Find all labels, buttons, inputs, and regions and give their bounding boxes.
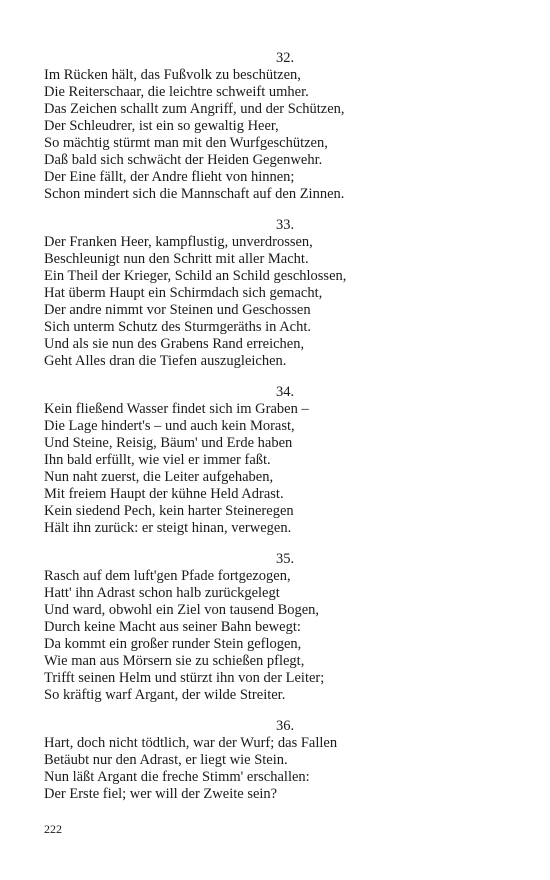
verse-line: Der Erste fiel; wer will der Zweite sein? <box>44 786 278 802</box>
verse-line: Schon mindert sich die Mannschaft auf den Zinnen. <box>44 186 345 202</box>
stanza-number: 34. <box>275 384 295 400</box>
stanza-34 <box>44 384 514 537</box>
verse-line: Die Reiterschaar, die leichtre schweift umher. <box>44 84 309 100</box>
verse-line: Hat überm Haupt ein Schirmdach sich gemacht, <box>44 285 323 301</box>
verse-line: Kein fließend Wasser findet sich im Graben – <box>44 401 309 417</box>
verse-line: Nun naht zuerst, die Leiter aufgehaben, <box>44 469 274 485</box>
verse-line: Rasch auf dem luft'gen Pfade fortgezogen, <box>44 568 291 584</box>
stanza-number: 32. <box>275 50 295 66</box>
verse-line: Das Zeichen schallt zum Angriff, und der Schützen, <box>44 101 345 117</box>
stanza-number: 35. <box>275 551 295 567</box>
verse-line: Der Schleudrer, ist ein so gewaltig Heer, <box>44 118 279 134</box>
verse-line: Und Steine, Reisig, Bäum' und Erde haben <box>44 435 293 451</box>
stanza-number: 36. <box>275 718 295 734</box>
stanza-32 <box>44 50 514 203</box>
verse-line: Trifft seinen Helm und stürzt ihn von der Leiter; <box>44 670 325 686</box>
stanza-number: 33. <box>275 217 295 233</box>
verse-line: Betäubt nur den Adrast, er liegt wie Stein. <box>44 752 288 768</box>
verse-line: Und ward, obwohl ein Ziel von tausend Bogen, <box>44 602 320 618</box>
verse-line: Kein siedend Pech, kein harter Steineregen <box>44 503 294 519</box>
stanza-35 <box>44 551 514 704</box>
verse-line: Im Rücken hält, das Fußvolk zu beschützen, <box>44 67 301 83</box>
verse-line: Der andre nimmt vor Steinen und Geschossen <box>44 302 311 318</box>
verse-line: Durch keine Macht aus seiner Bahn bewegt: <box>44 619 301 635</box>
verse-line: Wie man aus Mörsern sie zu schießen pflegt, <box>44 653 305 669</box>
verse-line: Der Eine fällt, der Andre flieht von hinnen; <box>44 169 295 185</box>
verse-line: Und als sie nun des Grabens Rand erreichen, <box>44 336 305 352</box>
verse-line: Sich unterm Schutz des Sturmgeräths in Acht. <box>44 319 312 335</box>
verse-line: Der Franken Heer, kampflustig, unverdrossen, <box>44 234 313 250</box>
verse-line: Die Lage hindert's – und auch kein Morast, <box>44 418 295 434</box>
poem-text <box>44 50 514 817</box>
verse-line: Mit freiem Haupt der kühne Held Adrast. <box>44 486 284 502</box>
verse-line: Daß bald sich schwächt der Heiden Gegenwehr. <box>44 152 323 168</box>
verse-line: Da kommt ein großer runder Stein geflogen, <box>44 636 302 652</box>
verse-line: Hält ihn zurück: er steigt hinan, verwegen. <box>44 520 292 536</box>
verse-line: Nun läßt Argant die freche Stimm' erschallen: <box>44 769 310 785</box>
stanza-33 <box>44 217 514 370</box>
verse-line: So kräftig warf Argant, der wilde Streiter. <box>44 687 286 703</box>
verse-line: Ihn bald erfüllt, wie viel er immer faßt. <box>44 452 271 468</box>
verse-line: Hart, doch nicht tödtlich, war der Wurf; das Fallen <box>44 735 338 751</box>
verse-line: Hatt' ihn Adrast schon halb zurückgelegt <box>44 585 280 601</box>
verse-line: Geht Alles dran die Tiefen auszugleichen. <box>44 353 287 369</box>
stanza-36 <box>44 718 514 803</box>
page-number: 222 <box>44 822 62 836</box>
verse-line: Ein Theil der Krieger, Schild an Schild geschlossen, <box>44 268 347 284</box>
verse-line: Beschleunigt nun den Schritt mit aller Macht. <box>44 251 309 267</box>
verse-line: So mächtig stürmt man mit den Wurfgeschützen, <box>44 135 328 151</box>
